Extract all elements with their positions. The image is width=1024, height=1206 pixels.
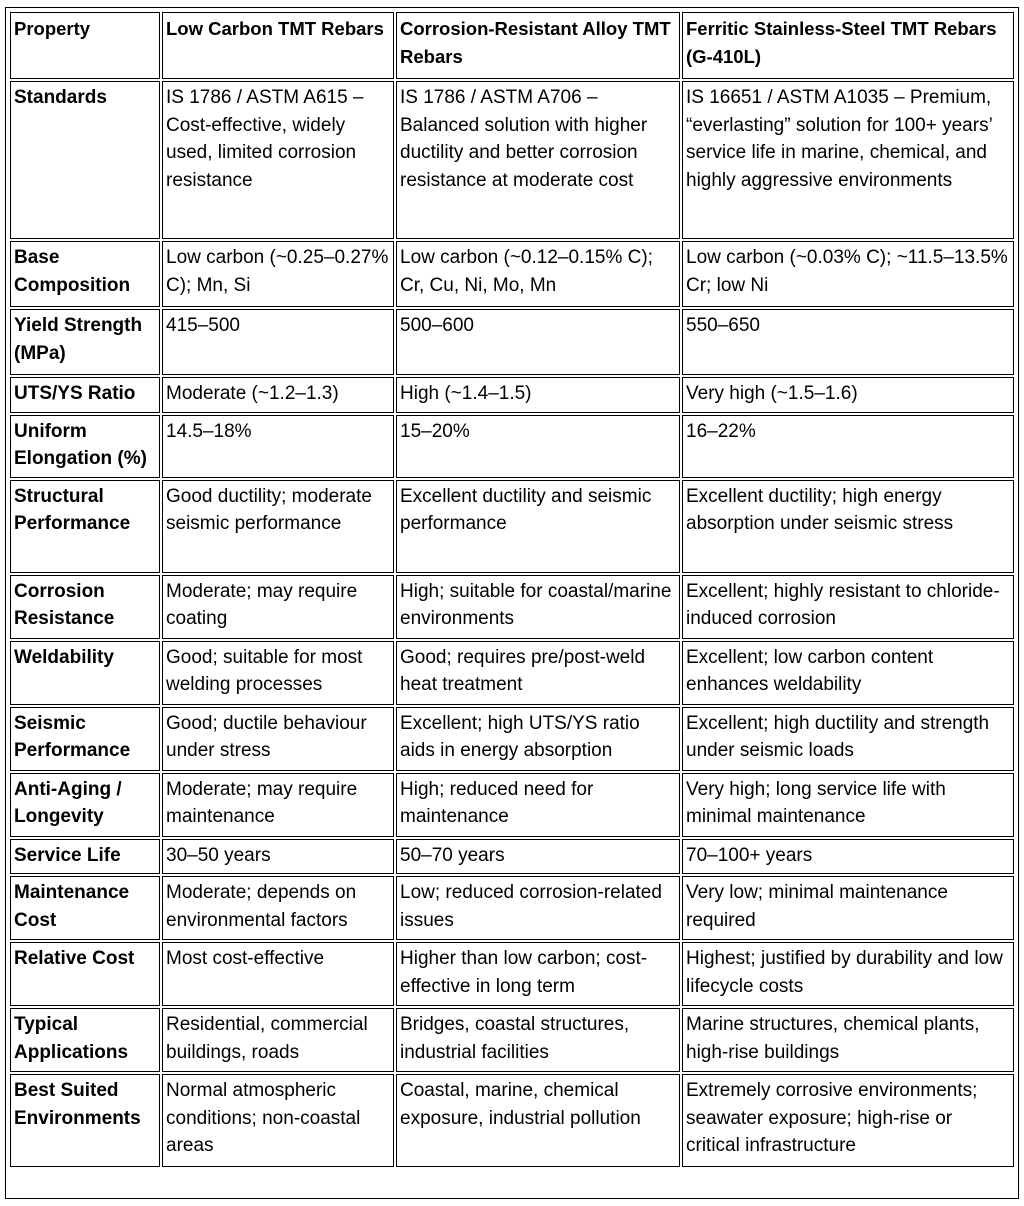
low-carbon-cell: IS 1786 / ASTM A615 – Cost-effective, widely used, limited corrosion resistance [162, 81, 394, 239]
low-carbon-cell: Low carbon (~0.25–0.27% C); Mn, Si [162, 241, 394, 307]
ferritic-stainless-cell: Extremely corrosive environments; seawater exposure; high-rise or critical infrastructure [682, 1074, 1014, 1167]
corrosion-resistant-alloy-cell: High (~1.4–1.5) [396, 377, 680, 413]
low-carbon-cell: Good; suitable for most welding processes [162, 641, 394, 705]
row-property-label: Standards [10, 81, 160, 239]
table-row [10, 81, 1014, 239]
row-property-label: Maintenance Cost [10, 876, 160, 940]
low-carbon-cell: Most cost-effective [162, 942, 394, 1006]
table-row [10, 377, 1014, 413]
low-carbon-cell: 415–500 [162, 309, 394, 375]
table-row [10, 241, 1014, 307]
low-carbon-cell: Moderate; may require maintenance [162, 773, 394, 837]
row-property-label: Seismic Performance [10, 707, 160, 771]
comparison-table [8, 10, 1016, 1169]
corrosion-resistant-alloy-cell: 50–70 years [396, 839, 680, 875]
header-ferritic-stainless: Ferritic Stainless-Steel TMT Rebars (G-410L) [682, 12, 1014, 79]
low-carbon-cell: 14.5–18% [162, 415, 394, 478]
header-low-carbon: Low Carbon TMT Rebars [162, 12, 394, 79]
low-carbon-cell: Good; ductile behaviour under stress [162, 707, 394, 771]
corrosion-resistant-alloy-cell: Excellent; high UTS/YS ratio aids in energy absorption [396, 707, 680, 771]
corrosion-resistant-alloy-cell: 500–600 [396, 309, 680, 375]
table-row [10, 641, 1014, 705]
header-property: Property [10, 12, 160, 79]
table-row [10, 839, 1014, 875]
ferritic-stainless-cell: Low carbon (~0.03% C); ~11.5–13.5% Cr; low Ni [682, 241, 1014, 307]
ferritic-stainless-cell: Excellent; high ductility and strength under seismic loads [682, 707, 1014, 771]
table-row [10, 707, 1014, 771]
corrosion-resistant-alloy-cell: Low; reduced corrosion-related issues [396, 876, 680, 940]
corrosion-resistant-alloy-cell: Excellent ductility and seismic performance [396, 480, 680, 573]
low-carbon-cell: 30–50 years [162, 839, 394, 875]
row-property-label: Weldability [10, 641, 160, 705]
comparison-table-frame [5, 7, 1019, 1199]
ferritic-stainless-cell: Excellent; highly resistant to chloride-induced corrosion [682, 575, 1014, 639]
corrosion-resistant-alloy-cell: 15–20% [396, 415, 680, 478]
corrosion-resistant-alloy-cell: Good; requires pre/post-weld heat treatment [396, 641, 680, 705]
row-property-label: Service Life [10, 839, 160, 875]
ferritic-stainless-cell: 550–650 [682, 309, 1014, 375]
ferritic-stainless-cell: Very high (~1.5–1.6) [682, 377, 1014, 413]
ferritic-stainless-cell: IS 16651 / ASTM A1035 – Premium, “everlasting” solution for 100+ years’ service life in marine, chemical, and highly aggressive environments [682, 81, 1014, 239]
ferritic-stainless-cell: Very high; long service life with minimal maintenance [682, 773, 1014, 837]
table-row [10, 309, 1014, 375]
ferritic-stainless-cell: 70–100+ years [682, 839, 1014, 875]
row-property-label: Typical Applications [10, 1008, 160, 1072]
low-carbon-cell: Moderate; may require coating [162, 575, 394, 639]
row-property-label: Yield Strength (MPa) [10, 309, 160, 375]
row-property-label: Best Suited Environments [10, 1074, 160, 1167]
ferritic-stainless-cell: 16–22% [682, 415, 1014, 478]
table-header-row [10, 12, 1014, 79]
low-carbon-cell: Normal atmospheric conditions; non-coastal areas [162, 1074, 394, 1167]
corrosion-resistant-alloy-cell: Higher than low carbon; cost-effective in long term [396, 942, 680, 1006]
ferritic-stainless-cell: Excellent; low carbon content enhances weldability [682, 641, 1014, 705]
low-carbon-cell: Moderate (~1.2–1.3) [162, 377, 394, 413]
table-row [10, 1008, 1014, 1072]
low-carbon-cell: Moderate; depends on environmental factors [162, 876, 394, 940]
table-row [10, 575, 1014, 639]
table-row [10, 415, 1014, 478]
corrosion-resistant-alloy-cell: Bridges, coastal structures, industrial facilities [396, 1008, 680, 1072]
row-property-label: Structural Performance [10, 480, 160, 573]
ferritic-stainless-cell: Marine structures, chemical plants, high-rise buildings [682, 1008, 1014, 1072]
row-property-label: Anti-Aging / Longevity [10, 773, 160, 837]
corrosion-resistant-alloy-cell: High; suitable for coastal/marine environments [396, 575, 680, 639]
low-carbon-cell: Good ductility; moderate seismic performance [162, 480, 394, 573]
table-body [10, 81, 1014, 1167]
ferritic-stainless-cell: Very low; minimal maintenance required [682, 876, 1014, 940]
corrosion-resistant-alloy-cell: IS 1786 / ASTM A706 – Balanced solution with higher ductility and better corrosion resistance at moderate cost [396, 81, 680, 239]
table-row [10, 942, 1014, 1006]
ferritic-stainless-cell: Excellent ductility; high energy absorption under seismic stress [682, 480, 1014, 573]
row-property-label: Relative Cost [10, 942, 160, 1006]
row-property-label: Base Composition [10, 241, 160, 307]
corrosion-resistant-alloy-cell: Low carbon (~0.12–0.15% C); Cr, Cu, Ni, Mo, Mn [396, 241, 680, 307]
row-property-label: UTS/YS Ratio [10, 377, 160, 413]
ferritic-stainless-cell: Highest; justified by durability and low lifecycle costs [682, 942, 1014, 1006]
table-row [10, 1074, 1014, 1167]
low-carbon-cell: Residential, commercial buildings, roads [162, 1008, 394, 1072]
table-row [10, 773, 1014, 837]
header-corrosion-resistant-alloy: Corrosion-Resistant Alloy TMT Rebars [396, 12, 680, 79]
table-row [10, 876, 1014, 940]
row-property-label: Uniform Elongation (%) [10, 415, 160, 478]
corrosion-resistant-alloy-cell: Coastal, marine, chemical exposure, industrial pollution [396, 1074, 680, 1167]
row-property-label: Corrosion Resistance [10, 575, 160, 639]
corrosion-resistant-alloy-cell: High; reduced need for maintenance [396, 773, 680, 837]
table-row [10, 480, 1014, 573]
